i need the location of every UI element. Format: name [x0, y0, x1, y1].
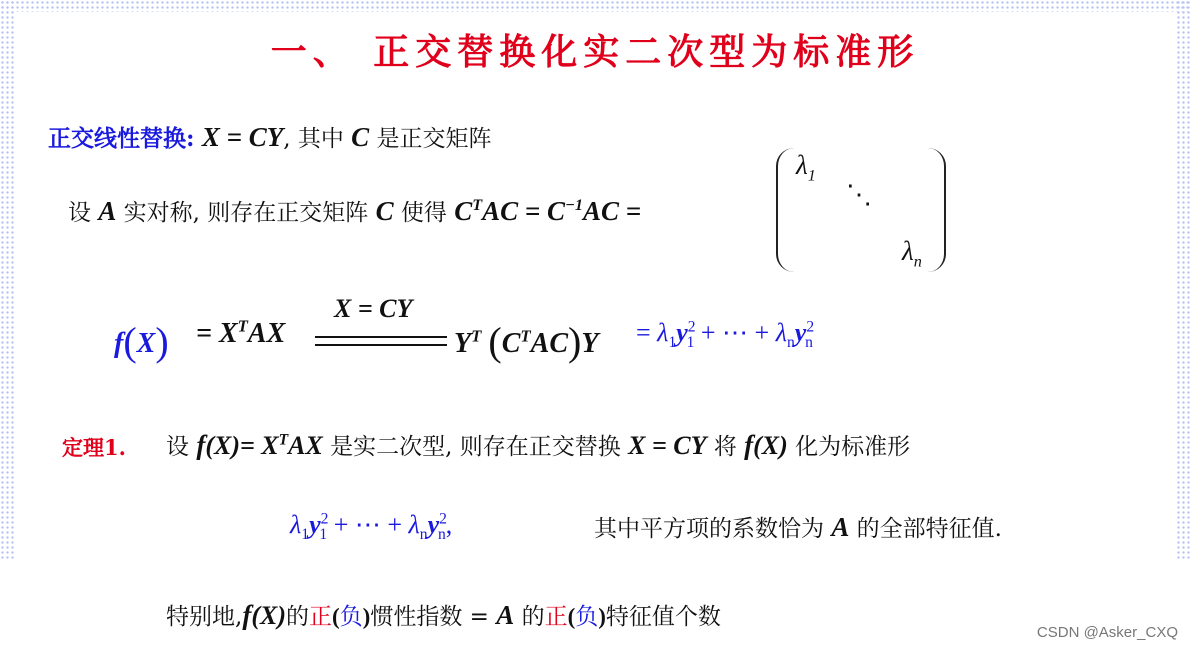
watermark: CSDN @Asker_CXQ: [1036, 624, 1178, 641]
stmt-ac2: AC =: [582, 196, 642, 226]
stmt-t3: 使得: [400, 200, 447, 226]
theorem-label: 定理1.: [62, 435, 126, 460]
definition-text-a: , 其中: [283, 126, 344, 152]
inertia-statement: 特别地,f(X)的正(负)惯性指数 = A 的正(负)特征值个数: [166, 600, 721, 630]
matrix-lambda-n: $\lambda_n$: [902, 236, 922, 271]
stmt-sup-t: T: [472, 196, 483, 214]
matrix-lambda-1: $\lambda_1$: [796, 150, 816, 185]
quadratic-form-expansion: = $X^TAX$: [196, 316, 286, 349]
definition-label: 正交线性替换:: [48, 125, 195, 152]
stmt-ac1: AC = C: [482, 196, 566, 226]
definition-text-b: 是正交矩阵: [376, 126, 492, 152]
stmt-sup-inv: −1: [565, 196, 583, 214]
substitution-double-line: [315, 336, 447, 346]
matrix-ddots: ⋱: [846, 180, 872, 210]
stmt-c: C: [375, 196, 394, 226]
definition-c: C: [351, 122, 370, 152]
stmt-t2: 实对称, 则存在正交矩阵: [123, 200, 369, 226]
matrix-left-paren: [776, 148, 796, 272]
eigenvalue-note: 其中平方项的系数恰为 A 的全部特征值.: [594, 512, 1002, 542]
stmt-ct: C: [454, 196, 473, 226]
theorem-statement: 设 $f(X)= X^TAX$ 是实二次型, 则存在正交替换 X = CY 将 f(X) 化为标准形: [166, 430, 911, 460]
symmetric-statement: [68, 194, 641, 227]
quadratic-form-f: f(X): [114, 319, 169, 364]
substitution-label: X = CY: [334, 294, 413, 323]
stmt-a: A: [98, 196, 117, 226]
dotted-frame-top: [0, 0, 1190, 12]
standard-form-repeat: $\lambda_1y^2_1$ + ⋯ + $\lambda_ny^2_n$,: [290, 510, 453, 544]
transformed-form: $Y^T$ $(C^TAC)Y$: [454, 319, 599, 364]
standard-form-expression: = $\lambda_1y^2_1$ + ⋯ + $\lambda_ny^2_n$: [636, 318, 815, 352]
definition-line: [48, 120, 491, 153]
definition-formula: X = CY: [201, 122, 284, 152]
slide-title: 一、 正交替换化实二次型为标准形: [270, 31, 920, 73]
dotted-frame-right: [1176, 0, 1190, 560]
matrix-right-paren: [926, 148, 946, 272]
dotted-frame-left: [0, 0, 14, 560]
stmt-t1: 设: [68, 200, 91, 226]
